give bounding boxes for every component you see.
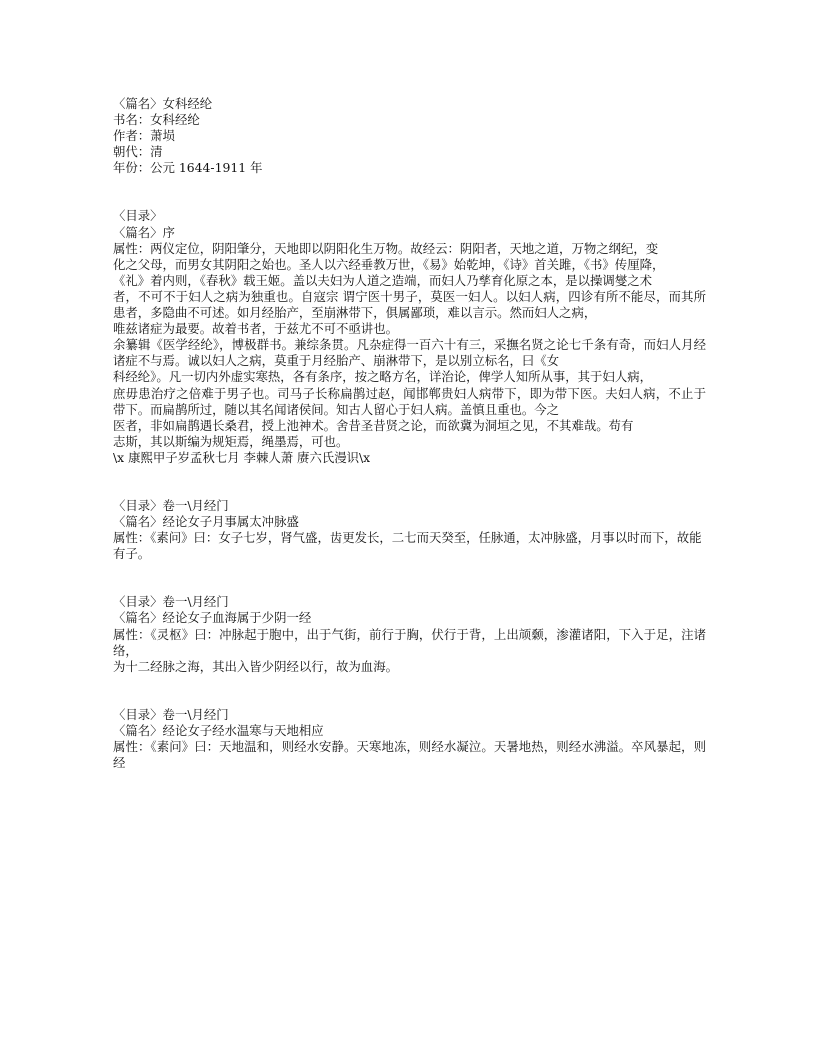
section-preface (113, 208, 706, 466)
chapter-line: 有子。 (113, 546, 151, 562)
preface-line: 医者，非如扁鹊遇长桑君，授上池神术。舍昔圣昔贤之论，而欲冀为洞垣之见，不其难哉。苟有 (113, 417, 634, 433)
preface-line: 化之父母，而男女其阴阳之始也。圣人以六经垂教万世，《易》始乾坤，《诗》首关雎，《书》传厘降， (113, 256, 665, 272)
chapter-line: 属性：《素问》曰：天地温和，则经水安静。天寒地冻，则经水凝泣。天暑地热，则经水沸溢。卒风暴起，则经 (113, 739, 706, 771)
preface-line: 《礼》着内则，《春秋》载王姬。盖以夫妇为人道之造端，而妇人乃孳育化原之本，是以操调燮之术 (113, 272, 652, 288)
preface-signature: \x 康熙甲子岁孟秋七月 李棘人萧 赓六氏漫识\x (113, 449, 371, 465)
preface-line: 志斯，其以斯编为规矩焉，绳墨焉，可也。 (113, 433, 349, 449)
chapter-section-marker: 〈篇名〉经论女子血海属于少阴一经 (113, 610, 312, 626)
header-field-book-title: 书名：女科经纶 (113, 112, 200, 128)
preface-catalog-marker: 〈目录〉 (113, 208, 163, 224)
section-chapter-1-2 (113, 594, 706, 674)
section-chapter-1-3 (113, 707, 706, 771)
preface-line: 属性：两仪定位，阴阳肇分，天地即以阴阳化生万物。故经云：阴阳者，天地之道，万物之纲纪，变 (113, 240, 659, 256)
header-field-author: 作者：萧埙 (113, 128, 175, 144)
chapter-catalog-marker: 〈目录〉卷一\月经门 (113, 497, 229, 513)
chapter-catalog-marker: 〈目录〉卷一\月经门 (113, 706, 229, 722)
preface-section-marker: 〈篇名〉序 (113, 224, 175, 240)
header-field-year: 年份：公元 1644-1911 年 (113, 160, 263, 176)
header-section-marker: 〈篇名〉女科经纶 (113, 96, 213, 111)
chapter-line: 为十二经脉之海，其出入皆少阴经以行，故为血海。 (113, 658, 398, 674)
section-gap (113, 466, 706, 498)
chapter-section-marker: 〈篇名〉经论女子经水温寒与天地相应 (113, 722, 324, 738)
preface-line: 唯兹诸症为最要。故着书者，于兹尤不可不亟讲也。 (113, 321, 398, 337)
chapter-line: 属性：《素问》曰：女子七岁，肾气盛，齿更发长，二七而天癸至，任脉通，太冲脉盛，月事以时而下，故能 (113, 530, 702, 546)
document-body (113, 96, 706, 771)
section-chapter-1-1 (113, 498, 706, 562)
preface-line: 科经纶》。凡一切内外虚实寒热，各有条序，按之略方名，详治论，俾学人知所从事，其于妇人病， (113, 369, 652, 385)
preface-line: 庶毋患治疗之倍难于男子也。司马子长称扁鹊过赵，闻邯郸贵妇人病带下，即为带下医。夫妇人病，不止于带下。而扁鹊所过，随以其名闻诸侯间。知古人留心于妇人病。盖慎且重也。今之 (113, 385, 706, 417)
section-gap (113, 562, 706, 594)
preface-line: 余纂辑《医学经纶》，博极群书。兼综条贯。凡杂症得一百六十有三，采撫名贤之论七千条有奇，而妇人月经诸症不与焉。诚以妇人之病，莫重于月经胎产、崩淋带下，是以别立标名，曰《女 (113, 337, 706, 369)
section-gap (113, 176, 706, 208)
section-gap (113, 675, 706, 707)
document-header (113, 96, 706, 176)
chapter-section-marker: 〈篇名〉经论女子月事属太冲脉盛 (113, 514, 299, 530)
chapter-line: 属性：《灵枢》曰：冲脉起于胞中，出于气街，前行于胸，伏行于背，上出颃颡，渗灌诸阳，下入于足，注诸络， (113, 626, 706, 658)
header-field-dynasty: 朝代：清 (113, 144, 163, 160)
preface-line: 者，不可不于妇人之病为独重也。自寇宗 谓宁医十男子，莫医一妇人。以妇人病，四诊有所不能尽，而其所患者，多隐曲不可述。如月经胎产，至崩淋带下，俱属鄙琐，难以言示。然而妇人之病， (113, 288, 706, 321)
chapter-catalog-marker: 〈目录〉卷一\月经门 (113, 594, 229, 610)
